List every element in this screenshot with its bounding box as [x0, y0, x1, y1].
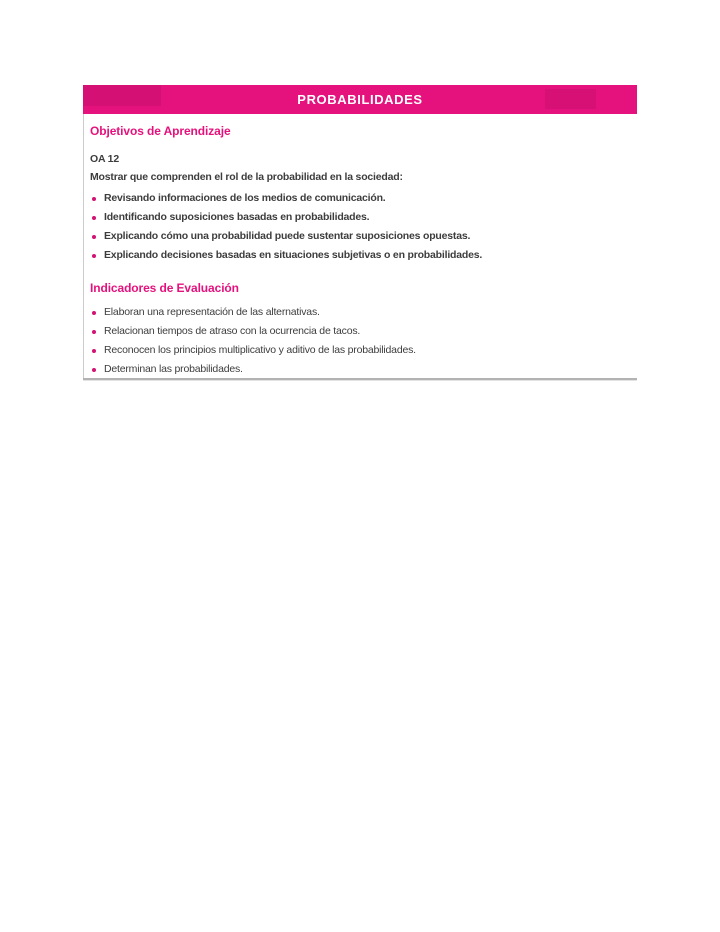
objetivos-intro: Mostrar que comprenden el rol de la probabilidad en la sociedad: [90, 171, 403, 183]
bullet-dot-icon [92, 330, 96, 334]
list-item-text: Relacionan tiempos de atraso con la ocurrencia de tacos. [104, 325, 361, 337]
bullet-dot-icon [92, 197, 96, 201]
list-item [90, 189, 637, 208]
list-item [90, 246, 637, 265]
bottom-rule [83, 378, 637, 381]
list-item-text: Revisando informaciones de los medios de comunicación. [104, 192, 386, 204]
list-item-text: Explicando cómo una probabilidad puede sustentar suposiciones opuestas. [104, 230, 471, 242]
bullet-dot-icon [92, 216, 96, 220]
objetivos-bullet-list [90, 189, 637, 265]
page-title: PROBABILIDADES [297, 92, 423, 107]
list-item-text: Identificando suposiciones basadas en probabilidades. [104, 211, 370, 223]
bullet-dot-icon [92, 311, 96, 315]
oa-code: OA 12 [90, 153, 119, 165]
bullet-dot-icon [92, 254, 96, 258]
list-item [90, 303, 637, 322]
indicadores-bullet-list [90, 303, 637, 379]
list-item [90, 208, 637, 227]
section-heading-indicadores: Indicadores de Evaluación [90, 281, 239, 295]
bullet-dot-icon [92, 235, 96, 239]
list-item [90, 341, 637, 360]
left-border-line [83, 114, 84, 379]
list-item-text: Determinan las probabilidades. [104, 363, 243, 375]
list-item-text: Reconocen los principios multiplicativo y aditivo de las probabilidades. [104, 344, 416, 356]
list-item [90, 322, 637, 341]
section-heading-objetivos: Objetivos de Aprendizaje [90, 124, 231, 138]
bullet-dot-icon [92, 349, 96, 353]
list-item [90, 227, 637, 246]
title-banner [83, 85, 637, 114]
content-area [90, 114, 637, 379]
list-item-text: Explicando decisiones basadas en situaciones subjetivas o en probabilidades. [104, 249, 483, 261]
list-item [90, 360, 637, 379]
list-item-text: Elaboran una representación de las alternativas. [104, 306, 320, 318]
bullet-dot-icon [92, 368, 96, 372]
